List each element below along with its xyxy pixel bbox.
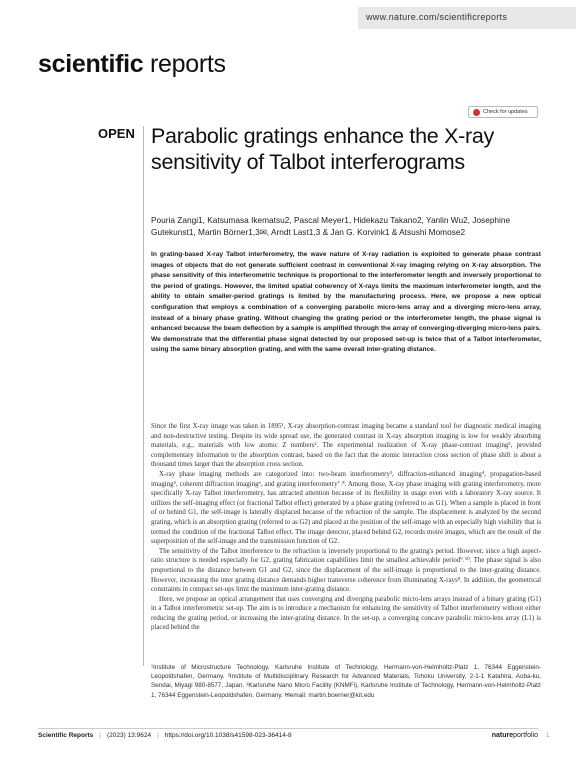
publisher-logo xyxy=(492,732,538,739)
footer-journal: Scientific Reports xyxy=(38,732,94,739)
publisher-bold: nature xyxy=(491,732,514,739)
abstract: In grating-based X-ray Talbot interferometry, the wave nature of X-ray radiation is exploited to generate phase contrast images of objects that do not generate sufficient contrast in conventional X-ray imaging relying on X-ray absorption. The phase sensitivity of this interferometric technique is proportional to the interferometer length and inversely proportional to the period of gratings. However, the limited spatial coherency of X-rays limits the maximum interferometer length, and the ability to obtain smaller-period gratings is limited by the manufacturing process. Here, we propose a new optical configuration that employs a combination of a converging parabolic micro-lens array and a diverging micro-lens array, instead of a binary phase grating. Without changing the grating period or the interferometer length, the phase signal is enhanced because the beam deflection by a sample is amplified through the array of converging-diverging micro-lens pairs. We demonstrate that the differential phase signal detected by our proposed set-up is twice that of a Talbot interferometer, using the same binary absorption grating, and with the same overall inter-grating distance. xyxy=(151,251,541,354)
body-text xyxy=(151,422,541,633)
vertical-divider xyxy=(143,126,144,666)
check-for-updates-button[interactable] xyxy=(468,106,538,118)
check-updates-label: Check for updates xyxy=(483,109,528,115)
footer-divider xyxy=(38,728,538,729)
footer-volume: (2023) 13:9624 xyxy=(106,732,152,739)
brand-light: reports xyxy=(143,50,226,78)
footer-separator: | xyxy=(99,732,101,739)
page-number: 1 xyxy=(546,733,550,739)
paragraph: Since the first X-ray image was taken in 1895¹, X-ray absorption-contrast imaging became a standard tool for diagnostic medical imaging and non-destructive testing. Despite its wide spread use, the generated contrast in X-ray absorption imaging is low for weakly absorbing materials, e.g., materials with low atomic Z numbers². The experimental realization of X-ray phase-contrast imaging³, provided complementary information to the absorption contrast, based on the fact that the atomic interaction cross section of phase shift is about a thousand times larger than the absorption cross section. xyxy=(151,423,541,469)
footer xyxy=(38,732,538,739)
check-updates-icon xyxy=(473,109,480,116)
open-access-label: OPEN xyxy=(98,126,135,141)
brand-bold: scientific xyxy=(38,50,144,78)
article-title: Parabolic gratings enhance the X-ray sensitivity of Talbot interferograms xyxy=(151,124,494,174)
footer-doi-link[interactable]: https://doi.org/10.1038/s41598-023-36414-8 xyxy=(164,732,292,739)
footer-separator: | xyxy=(157,732,159,739)
author-list: Pouria Zangi1, Katsumasa Ikematsu2, Pascal Meyer1, Hidekazu Takano2, Yanlin Wu2, Josephine Gutekunst1, Martin Börner1,3✉, Arndt Last1,3 & Jan G. Korvink1 & Atsushi Momose2 xyxy=(151,215,511,237)
paragraph: The sensitivity of the Talbot interference to the refraction is inversely proportional to the grating's period. However, since a high aspect-ratio structure is needed especially for G2, grating fabrication capabilities limit the smallest achievable period⁹˒¹⁰. The phase signal is also proportional to the distance between G1 and G2, since the displacement of the self-image is proportional to the inter-grating distance. However, increasing the inter grating distance demands higher transverse coherence from illuminating X-rays⁸. In addition, the geometrical constraints in compact set-ups limit the maximum inter-grating distance. xyxy=(151,547,541,594)
affiliations: ¹Institute of Microstructure Technology, Karlsruhe Institute of Technology, Hermann-von-Helmholtz-Platz 1, 76344 Eggenstein-Leopoldshafen, Germany. ²Institute of Multidisciplinary Research for Advanced Materials, Tohoku University, 2-1-1 Katahira, Aoba-ku, Sendai, Miyagi 980-8577, Japan. ³Karlsruhe Nano Micro Facility (KNMFi), Karlsruhe Institute of Technology, Hermann-von-Helmholtz-Platz 1, 76344 Eggenstein-Leopoldshafen, Germany. ✉email: martin.boerner@kit.edu xyxy=(151,664,541,699)
journal-url[interactable]: www.nature.com/scientificreports xyxy=(366,12,508,22)
paragraph: X-ray phase imaging methods are categorized into: two-beam interferometry³, diffraction-enhanced imaging⁴, propagation-based imaging⁵, coherent diffraction imaging⁶, and grating interferometry⁷˒⁸. Among those, X-ray phase imaging with grating interferometry, more specifically X-ray Talbot interferometry, has attracted attention because of its flexibility in usage even with a laboratory X-ray source. It utilizes the self-imaging effect (or fractional Talbot effect) generated by a phase grating (referred to as G1). When a sample is placed in front of or behind G1, the self-image is laterally displaced because of the refraction of the sample. The displacement is analyzed by the second grating, which is an absorption grating (referred to as G2) and placed at the position of the self-image with an especially high visibility that is termed the condition of the fractional Talbot effect. The image detector, placed behind G2, records moiré images, which are the result of the superposition of the self-image and the transmission function of G2. xyxy=(151,470,541,546)
paragraph: Here, we propose an optical arrangement that uses converging and diverging parabolic micro-lens arrays instead of a binary grating (G1) in a Talbot interferometric set-up. The aim is to introduce a mechanism for enhancing the sensitivity of Talbot interferometry without either reducing the grating period, or increasing the inter-grating distance. In the set-up, a converging concave parabolic micro-lens array (L1) is placed behind the xyxy=(151,595,541,632)
publisher-light: portfolio xyxy=(513,732,538,739)
journal-logo[interactable] xyxy=(38,50,226,79)
